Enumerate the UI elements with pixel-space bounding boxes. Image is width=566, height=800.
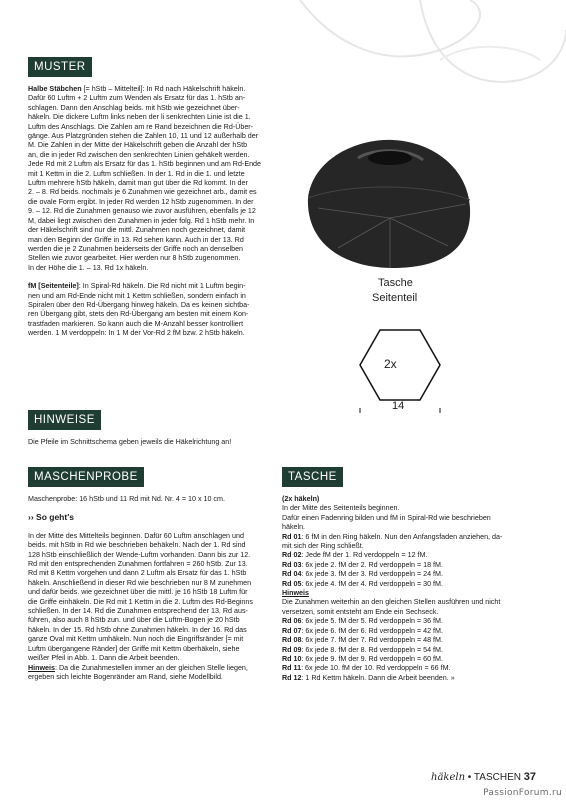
round-label: Rd 12 [282, 673, 302, 682]
round-text: : 6x jede 2. fM der 2. Rd verdoppeln = 18 fM. [301, 560, 443, 569]
maschenprobe-line: Luftm übergangene Ränder] der Griffe mit Kettm überhäkeln, siehe [28, 644, 240, 653]
tasche-hinweis-line: versetzen, somit entsteht am Ende ein Sechseck. [282, 607, 439, 616]
maschenprobe-line: führen, also auch 8 hStb zun. und über die Luftm-Bogen je 20 hStb [28, 616, 240, 625]
maschenprobe-line: Rd mit den entsprechenden Zunahmen fortfahren = 260 hStb. Zur 13. [28, 560, 248, 569]
maschenprobe-line: weißer Pfeil in Abb. 1. Dann die Arbeit beenden. [28, 654, 180, 663]
round-text: : 6x jede 6. fM der 6. Rd verdoppeln = 42 fM. [301, 626, 443, 635]
round-label: Rd 11 [282, 664, 302, 673]
muster-text [28, 85, 274, 339]
round-label: Rd 09 [282, 645, 302, 654]
round-label: Rd 06 [282, 617, 302, 626]
round-instruction [282, 636, 542, 645]
round-instruction [282, 580, 542, 589]
muster-line: In der Höhe die 1. – 13. Rd 1x häkeln. [28, 263, 149, 272]
so-gehts-heading: ›› So geht's [28, 512, 74, 523]
round-instruction [282, 561, 542, 570]
muster-line: gänge. Aus Platzgründen stehen die Zahlen 10, 11 und 12 außerhalb der [28, 132, 259, 141]
dimension-label: 14 [392, 400, 405, 412]
maschenprobe-hinweis-text: : Da die Zunahmestellen immer an der gleichen Stelle liegen, [54, 663, 248, 672]
tasche-hinweis-label: Hinweis [282, 589, 309, 598]
maschenprobe-line: 128 hStb einschließlich der Wende-Luftm vorhanden. Dann bis zur 12. [28, 550, 251, 559]
tasche-intro-line: häkeln. [282, 523, 306, 532]
section-header-hinweise: HINWEISE [28, 410, 101, 430]
page-footer [431, 771, 536, 783]
muster-line: Luftm des Anschlags. Die Zahlen am re Rand bezeichnen die Rd-Über- [28, 122, 254, 131]
muster-line: die ovale Form ergibt. In jeder Rd werden 12 hStb zugenommen. In der [28, 197, 254, 206]
tasche-hinweis-line: Die Zunahmen weiterhin an den gleichen Stellen ausführen und nicht [282, 598, 501, 607]
maschenprobe-line: häkeln. In der 15. Rd hStb ohne Zunahmen häkeln. In der 16. Rd das [28, 625, 247, 634]
tasche-intro-line: Dafür einen Fadenring bilden und fM in Spiral-Rd wie beschrieben [282, 513, 491, 522]
section-header-muster: MUSTER [28, 57, 92, 77]
maschenprobe-line: ganze Oval mit Kettm umhäkeln. Nun noch die Eingriffsränder [= mit [28, 635, 244, 644]
muster-fm-line: nen und am Rd-Ende nicht mit 1 Kettm schließen, sondern einfach in [28, 291, 246, 300]
tasche-text [282, 495, 542, 683]
muster-fm-line: Spiralen über den Rd-Übergang hinweg häkeln. Da es keinen sichtba- [28, 300, 250, 309]
round-label: Rd 07 [282, 626, 302, 635]
round-label: Rd 03 [282, 560, 302, 569]
round-label: Rd 05 [282, 579, 302, 588]
muster-line: an, die in jeder Rd zwischen den senkrechten Linien gehäkelt werden. [28, 150, 250, 159]
hexagon-shape [360, 330, 440, 400]
page-number: 37 [523, 771, 536, 783]
maschenprobe-line: häkeln. Anschließend in dieser Rd wie beschrieben nur 8 M zunehmen [28, 578, 252, 587]
round-text: : 6x jede 5. fM der 5. Rd verdoppeln = 36 fM. [301, 617, 443, 626]
muster-line: der Häkelschrift sind nur die mittl. Zunahmen noch gezeichnet, damit [28, 226, 246, 235]
figure-label-tasche: Tasche [378, 277, 413, 289]
round-instruction [282, 617, 542, 626]
muster-line: Jede Rd mit 2 Luftm als Ersatz für das 1. hStb beginnen und am Rd-Ende [28, 160, 261, 169]
round-instruction [282, 674, 542, 683]
bag-illustration [298, 128, 478, 278]
muster-line: 2. – 8. Rd beids. nochmals je 6 Zunahmen wie gezeichnet arb., damit es [28, 188, 257, 197]
maschenprobe-line: Rd mit 8 Kettm vorgehen und dann 2 Luftm als Ersatz für das 1. hStb [28, 569, 247, 578]
muster-line: Dafür 60 Luftm + 2 Luftm zum Wenden als Ersatz für das 1. hStb an- [28, 94, 246, 103]
muster-line: mit 1 Kettm in die 2. Luftm schließen. In der 1. Rd in die 1. und letzte [28, 169, 245, 178]
round-text: : 6x jede 10. fM der 10. Rd verdoppeln = 66 fM. [301, 664, 451, 673]
round-text: : Jede fM der 1. Rd verdoppeln = 12 fM. [301, 551, 428, 560]
maschenprobe-text [28, 495, 276, 682]
hexagon-label: 2x [384, 357, 397, 371]
muster-line: werden die je 2 Zunahmen beiderseits der Griffe noch an denselben [28, 244, 244, 253]
muster-fm-line: trastfaden markieren. So kann auch die M-Anzahl besser kontrolliert [28, 319, 244, 328]
figure-label-seitenteil: Seitenteil [372, 292, 418, 304]
maschenprobe-line: In der Mitte des Mittelteils beginnen. Dafür 60 Luftm anschlagen und [28, 531, 244, 540]
muster-line: Luftm mehrere hStb häkeln, damit man gut über die Rd kommt. In der [28, 179, 248, 188]
section-header-maschenprobe: MASCHENPROBE [28, 467, 144, 487]
muster-line: man den Beginn der Griffe in 13. Rd sehen kann. Auch in der 13. Rd [28, 235, 244, 244]
tasche-intro-line: In der Mitte des Seitenteils beginnen. [282, 504, 400, 513]
round-label: Rd 02 [282, 551, 302, 560]
tasche-qty: (2x häkeln) [282, 495, 320, 503]
round-text: : 6 fM in den Ring häkeln. Nun den Anfangsfaden anziehen, da- [301, 532, 503, 541]
round-instruction [282, 542, 542, 551]
round-text: : 1 Rd Kettm häkeln. Dann die Arbeit beenden. » [301, 673, 455, 682]
muster-term-fm: fM [Seitenteile] [28, 282, 79, 291]
round-text: : 6x jede 8. fM der 8. Rd verdoppeln = 54 fM. [301, 645, 443, 654]
round-text: : 6x jede 3. fM der 3. Rd verdoppeln = 24 fM. [301, 570, 443, 579]
round-label: Rd 01 [282, 532, 302, 541]
maschenprobe-hinweis-text-2: ergeben sich leichte Bogenränder am Rand, siehe Modellbild. [28, 672, 223, 681]
muster-line: M. Die Zahlen in der Mitte der Häkelschrift geben die Anzahl der hStb [28, 141, 248, 150]
footer-section: TASCHEN [473, 772, 521, 783]
round-text: : 6x jede 7. fM der 7. Rd verdoppeln = 48 fM. [301, 636, 443, 645]
muster-intro: [= hStb – Mittelteil]: In Rd nach Häkelschrift häkeln. [81, 85, 246, 93]
round-label: Rd 10 [282, 654, 302, 663]
muster-fm-line: werden. 1 M verdoppeln: In 1 M der Vor-Rd 2 fM bzw. 2 hStb häkeln. [28, 329, 245, 338]
hinweise-text: Die Pfeile im Schnittschema geben jeweils die Häkelrichtung an! [28, 438, 232, 446]
section-header-tasche: TASCHE [282, 467, 343, 487]
muster-line: 9. – 12. Rd die Zunahmen genauso wie zuvor ausführen, ebenfalls je 12 [28, 207, 256, 216]
muster-line: M, dabei liegt zwischen den Zunahmen in jeder folg. Rd 1 hStb mehr. In [28, 216, 255, 225]
round-instruction [282, 570, 542, 579]
round-instruction [282, 533, 542, 542]
round-label: Rd 08 [282, 636, 302, 645]
round-instruction [282, 627, 542, 636]
round-text: mit sich der Ring schließt. [282, 542, 364, 551]
footer-separator: • [465, 772, 474, 783]
maschenprobe-hinweis-label: Hinweis [28, 663, 55, 672]
muster-fm-intro: : In Spiral-Rd häkeln. Die Rd nicht mit 1 Luftm begin- [78, 282, 246, 291]
maschenprobe-line: schließen. In der 14. Rd die Zunahmen entsprechend der 13. Rd aus- [28, 607, 248, 616]
muster-line: Stellen wie zuvor gearbeitet. Hier werden nur 8 hStb zugenommen. [28, 254, 241, 263]
round-instruction [282, 646, 542, 655]
watermark: PassionForum.ru [483, 788, 562, 798]
muster-term-hstb: Halbe Stäbchen [28, 85, 82, 93]
round-instruction [282, 664, 542, 673]
muster-fm-line: ren Übergang gibt, stets den Rd-Übergang am besten mit einem Kon- [28, 310, 249, 319]
round-text: : 6x jede 9. fM der 9. Rd verdoppeln = 60 fM. [301, 654, 443, 663]
magazine-brand: häkeln [431, 772, 466, 783]
muster-line: schlagen. Dann den Anschlag beids. mit hStb wie gezeichnet über- [28, 103, 240, 112]
round-label: Rd 04 [282, 570, 302, 579]
maschenprobe-line: die Griffe einhäkeln. Die Rd mit 1 Kettm in die 2. Luftm des Rd-Beginns [28, 597, 253, 606]
round-instruction [282, 655, 542, 664]
muster-line: häkeln. Die dickere Luftm links neben der li senkrechten Linie ist die 1. [28, 113, 251, 122]
maschenprobe-line: beids. mit hStb in Rd wie beschrieben behäkeln. Nach der 1. Rd sind [28, 541, 246, 550]
maschenprobe-line: und dafür beids. wie gezeichnet über die mittl. je 16 hStb 18 Luftm für [28, 588, 248, 597]
round-text: : 6x jede 4. fM der 4. Rd verdoppeln = 30 fM. [301, 579, 443, 588]
round-instruction [282, 551, 542, 560]
gauge-text: Maschenprobe: 16 hStb und 11 Rd mit Nd. Nr. 4 = 10 x 10 cm. [28, 495, 225, 503]
